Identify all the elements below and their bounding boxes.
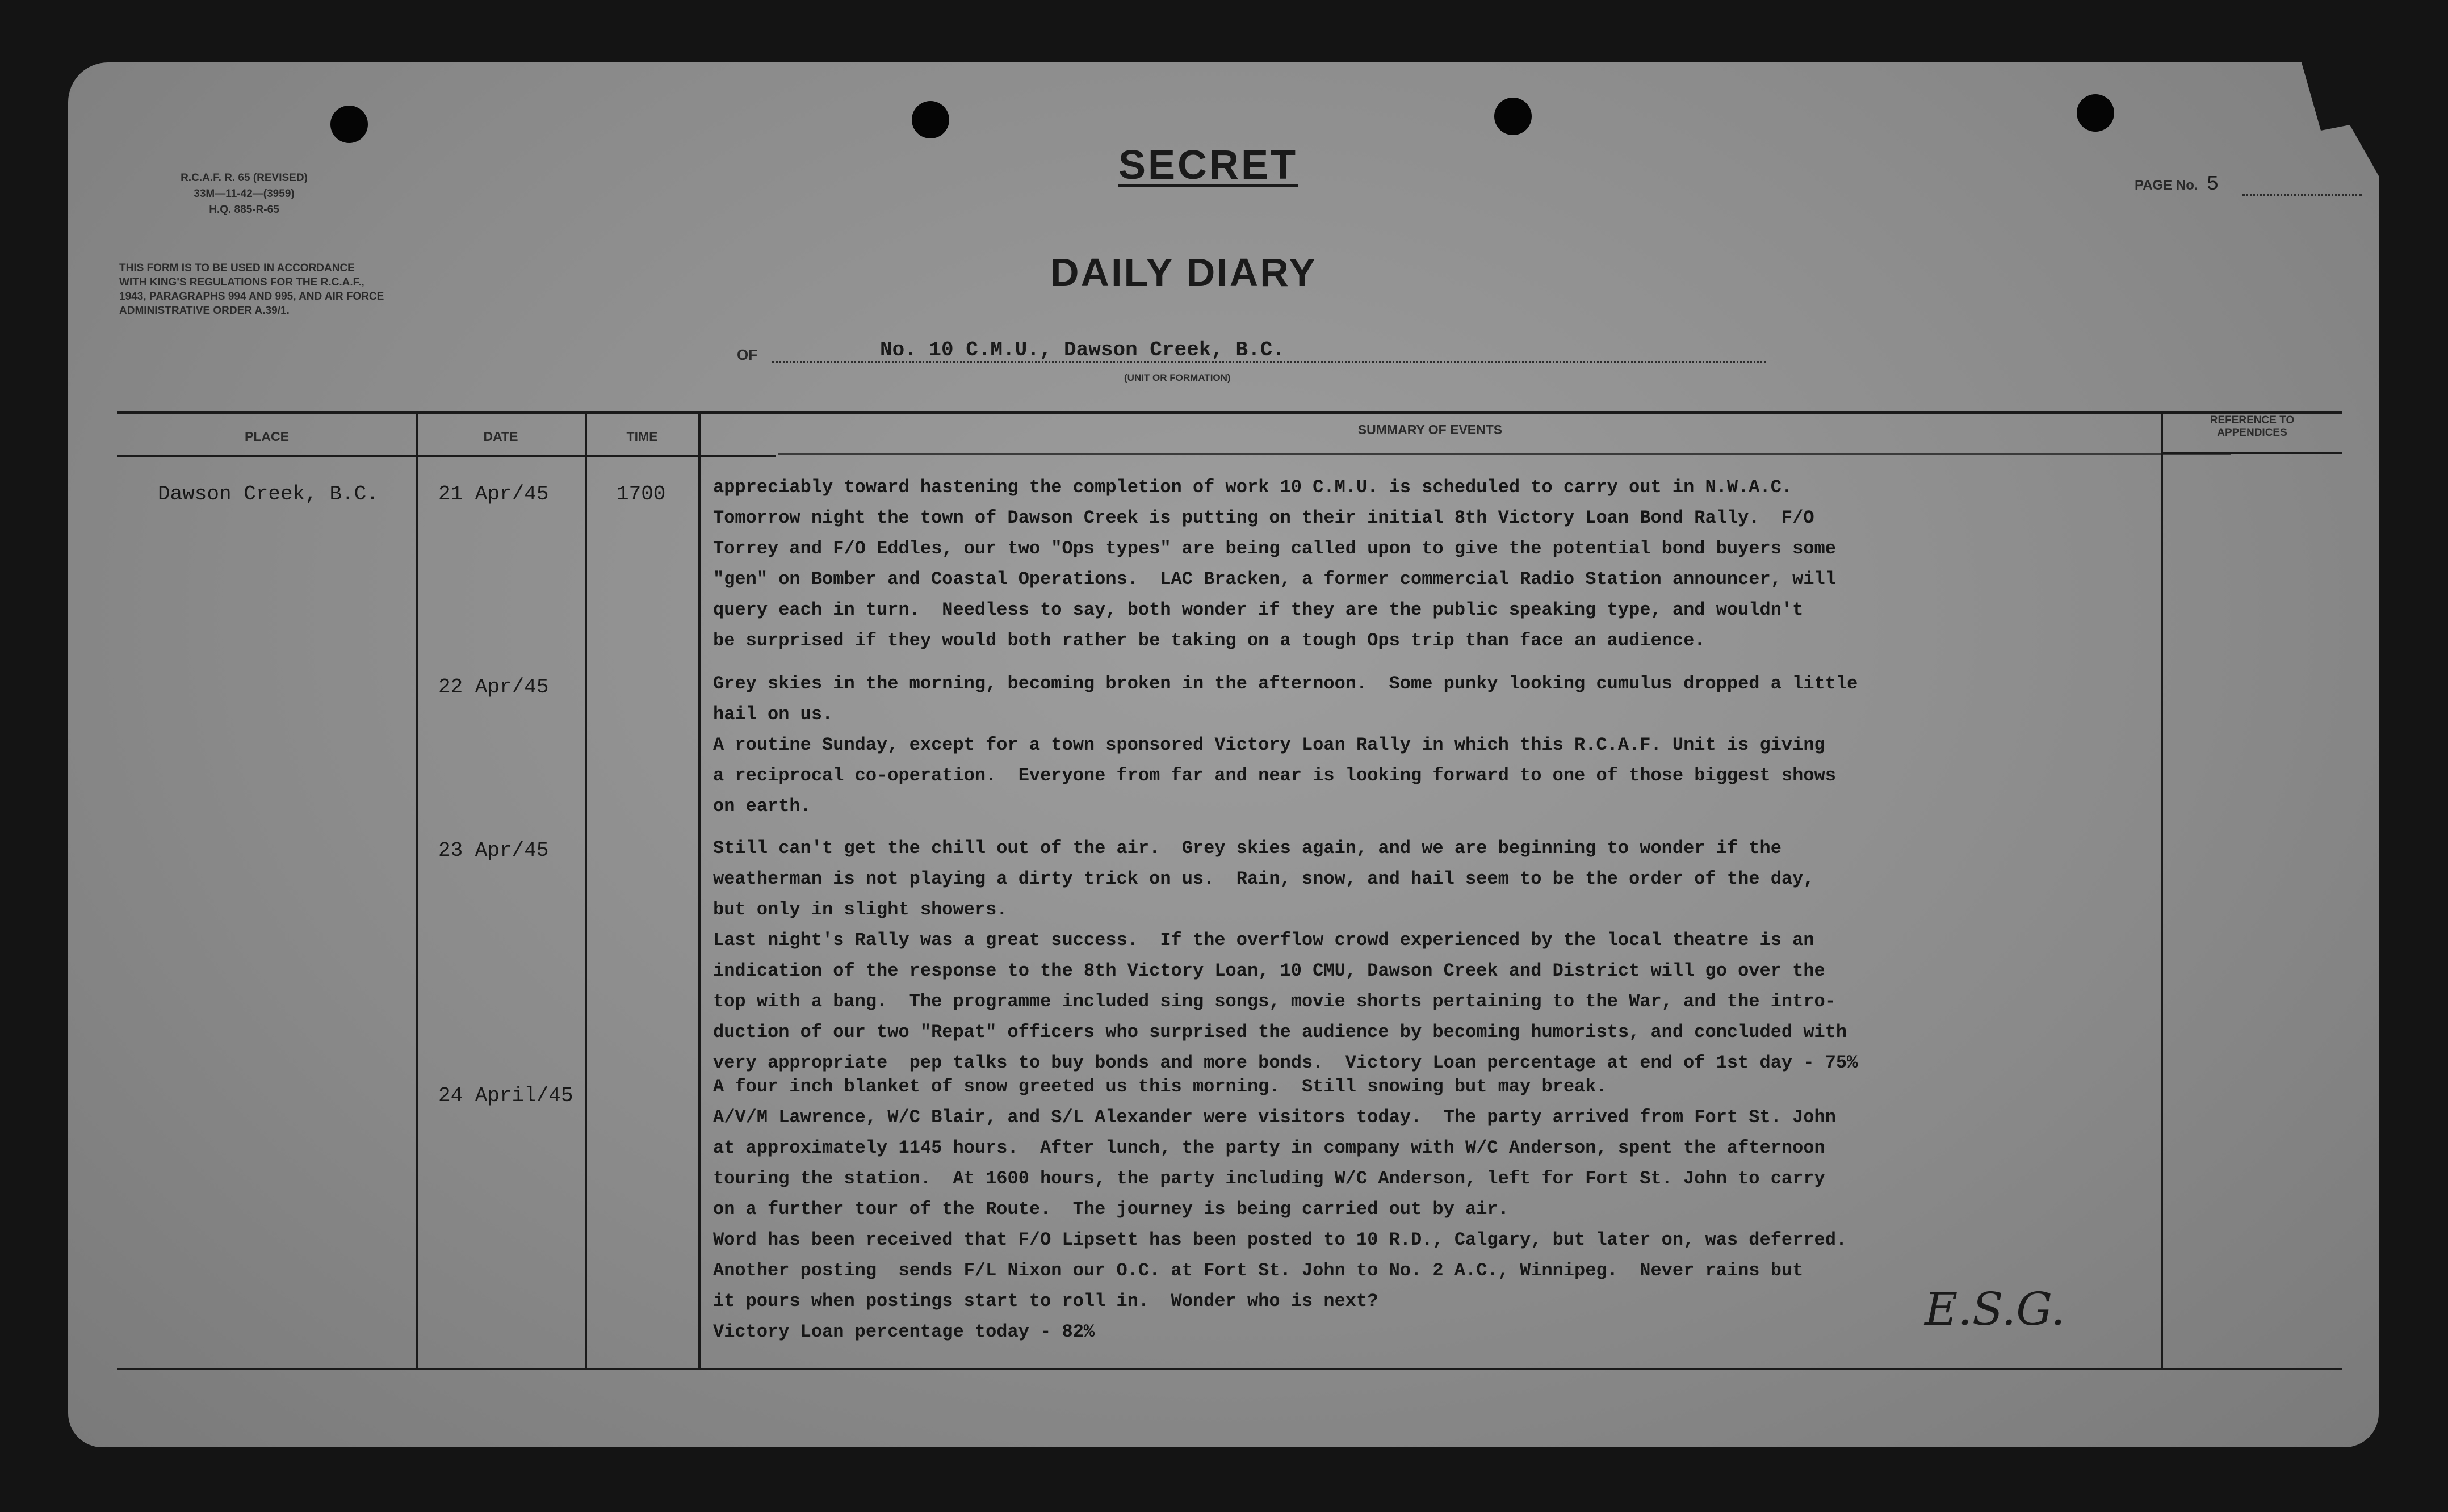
summary-line: Another posting sends F/L Nixon our O.C. at Fort St. John to No. 2 A.C., Winnipeg. Never rains but — [713, 1260, 1804, 1281]
date-cell: 22 Apr/45 — [438, 675, 549, 699]
classification-heading: SECRET — [1118, 142, 1298, 188]
regulation-notice — [119, 261, 414, 318]
summary-line: top with a bang. The programme included sing songs, movie shorts pertaining to the War, and the intro- — [713, 991, 1836, 1012]
column-header-place: PLACE — [245, 429, 289, 444]
notice-line: WITH KING'S REGULATIONS FOR THE R.C.A.F., — [119, 276, 364, 288]
reference-header-line: APPENDICES — [2217, 427, 2287, 439]
notice-line: THIS FORM IS TO BE USED IN ACCORDANCE — [119, 262, 355, 274]
header-bottom-rule — [117, 455, 776, 457]
column-header-date: DATE — [483, 429, 518, 444]
form-number: R.C.A.F. R. 65 (REVISED) — [181, 172, 308, 184]
notice-line: ADMINISTRATIVE ORDER A.39/1. — [119, 305, 290, 317]
column-divider — [416, 411, 418, 1370]
summary-entry — [713, 472, 1836, 656]
summary-line: "gen" on Bomber and Coastal Operations. LAC Bracken, a former commercial Radio Station announcer, will — [713, 569, 1836, 590]
summary-line: be surprised if they would both rather be taking on a tough Ops trip than face an audience. — [713, 630, 1705, 651]
binder-hole — [2077, 94, 2114, 132]
of-label: OF — [737, 346, 758, 363]
summary-entry — [713, 1072, 1847, 1347]
summary-line: on a further tour of the Route. The journey is being carried out by air. — [713, 1199, 1509, 1220]
summary-line: hail on us. — [713, 704, 833, 725]
reference-header-line: REFERENCE TO — [2210, 414, 2295, 426]
summary-line: it pours when postings start to roll in. Wonder who is next? — [713, 1291, 1378, 1312]
summary-line: duction of our two "Repat" officers who surprised the audience by becoming humorists, and concluded with — [713, 1022, 1847, 1043]
summary-line: Still can't get the chill out of the air. Grey skies again, and we are beginning to wonder if the — [713, 838, 1781, 859]
summary-line: A/V/M Lawrence, W/C Blair, and S/L Alexander were visitors today. The party arrived from Fort St. John — [713, 1107, 1836, 1128]
summary-line: but only in slight showers. — [713, 899, 1008, 920]
summary-line: touring the station. At 1600 hours, the party including W/C Anderson, left for Fort St. John to carry — [713, 1168, 1825, 1189]
hq-reference: H.Q. 885-R-65 — [209, 204, 279, 216]
binder-hole — [912, 101, 949, 138]
binder-hole — [330, 106, 368, 143]
summary-line: Torrey and F/O Eddles, our two "Ops types" are being called upon to give the potential bond buyers some — [713, 538, 1836, 559]
column-divider — [2161, 411, 2163, 1370]
notice-line: 1943, PARAGRAPHS 994 AND 995, AND AIR FORCE — [119, 291, 384, 303]
place-cell: Dawson Creek, B.C. — [158, 482, 379, 506]
table-top-rule — [117, 411, 2342, 414]
torn-corner — [2282, 62, 2379, 176]
summary-line: A routine Sunday, except for a town sponsored Victory Loan Rally in which this R.C.A.F. Unit is giving — [713, 734, 1825, 755]
summary-line: Victory Loan percentage today - 82% — [713, 1321, 1095, 1342]
summary-line: Grey skies in the morning, becoming broken in the afternoon. Some punky looking cumulus dropped a little — [713, 673, 1858, 694]
form-code: 33M—11-42—(3959) — [194, 188, 295, 200]
unit-caption: (UNIT OR FORMATION) — [1124, 372, 1231, 383]
column-divider — [585, 411, 587, 1370]
binder-hole — [1494, 98, 1532, 135]
column-header-reference — [2164, 414, 2340, 439]
summary-line: at approximately 1145 hours. After lunch, the party in company with W/C Anderson, spent the afternoon — [713, 1137, 1825, 1158]
date-cell: 24 April/45 — [438, 1084, 573, 1107]
summary-line: Word has been received that F/O Lipsett has been posted to 10 R.D., Calgary, but later on, was deferred. — [713, 1229, 1847, 1250]
summary-line: weatherman is not playing a dirty trick on us. Rain, snow, and hail seem to be the order of the day, — [713, 868, 1814, 889]
unit-name: No. 10 C.M.U., Dawson Creek, B.C. — [880, 338, 1285, 362]
summary-line: a reciprocal co-operation. Everyone from far and near is looking forward to one of those biggest shows — [713, 765, 1836, 786]
summary-line: query each in turn. Needless to say, both wonder if they are the public speaking type, and wouldn't — [713, 599, 1804, 620]
diary-title: DAILY DIARY — [1050, 250, 1317, 295]
date-cell: 23 Apr/45 — [438, 839, 549, 862]
summary-entry — [713, 833, 1858, 1078]
page-number-block — [2135, 173, 2219, 196]
form-id-block — [125, 170, 363, 218]
summary-line: very appropriate pep talks to buy bonds and more bonds. Victory Loan percentage at end of 1st day - 75% — [713, 1052, 1858, 1073]
date-cell: 21 Apr/45 — [438, 482, 549, 506]
summary-line: appreciably toward hastening the completion of work 10 C.M.U. is scheduled to carry out in N.W.A.C. — [713, 477, 1793, 498]
page-number-value: 5 — [2206, 173, 2219, 196]
time-cell: 1700 — [617, 482, 666, 506]
summary-entry — [713, 669, 1858, 822]
page-number-rule — [2242, 194, 2362, 196]
page-number-label: PAGE No. — [2135, 178, 2198, 193]
summary-line: on earth. — [713, 796, 811, 817]
summary-line: indication of the response to the 8th Victory Loan, 10 CMU, Dawson Creek and District will go over the — [713, 960, 1825, 981]
summary-line: Last night's Rally was a great success. If the overflow crowd experienced by the local theatre is an — [713, 930, 1814, 951]
summary-line: Tomorrow night the town of Dawson Creek is putting on their initial 8th Victory Loan Bond Rally. F/O — [713, 507, 1814, 528]
diary-sheet — [68, 62, 2379, 1447]
column-divider — [698, 411, 701, 1370]
header-bottom-rule — [778, 453, 2231, 455]
table-bottom-rule — [117, 1368, 2342, 1370]
column-header-time: TIME — [626, 429, 658, 444]
header-bottom-rule — [2163, 452, 2342, 454]
column-header-summary: SUMMARY OF EVENTS — [1357, 422, 1503, 437]
summary-line: A four inch blanket of snow greeted us this morning. Still snowing but may break. — [713, 1076, 1607, 1097]
signature-initials: E.S.G. — [1925, 1283, 2065, 1335]
